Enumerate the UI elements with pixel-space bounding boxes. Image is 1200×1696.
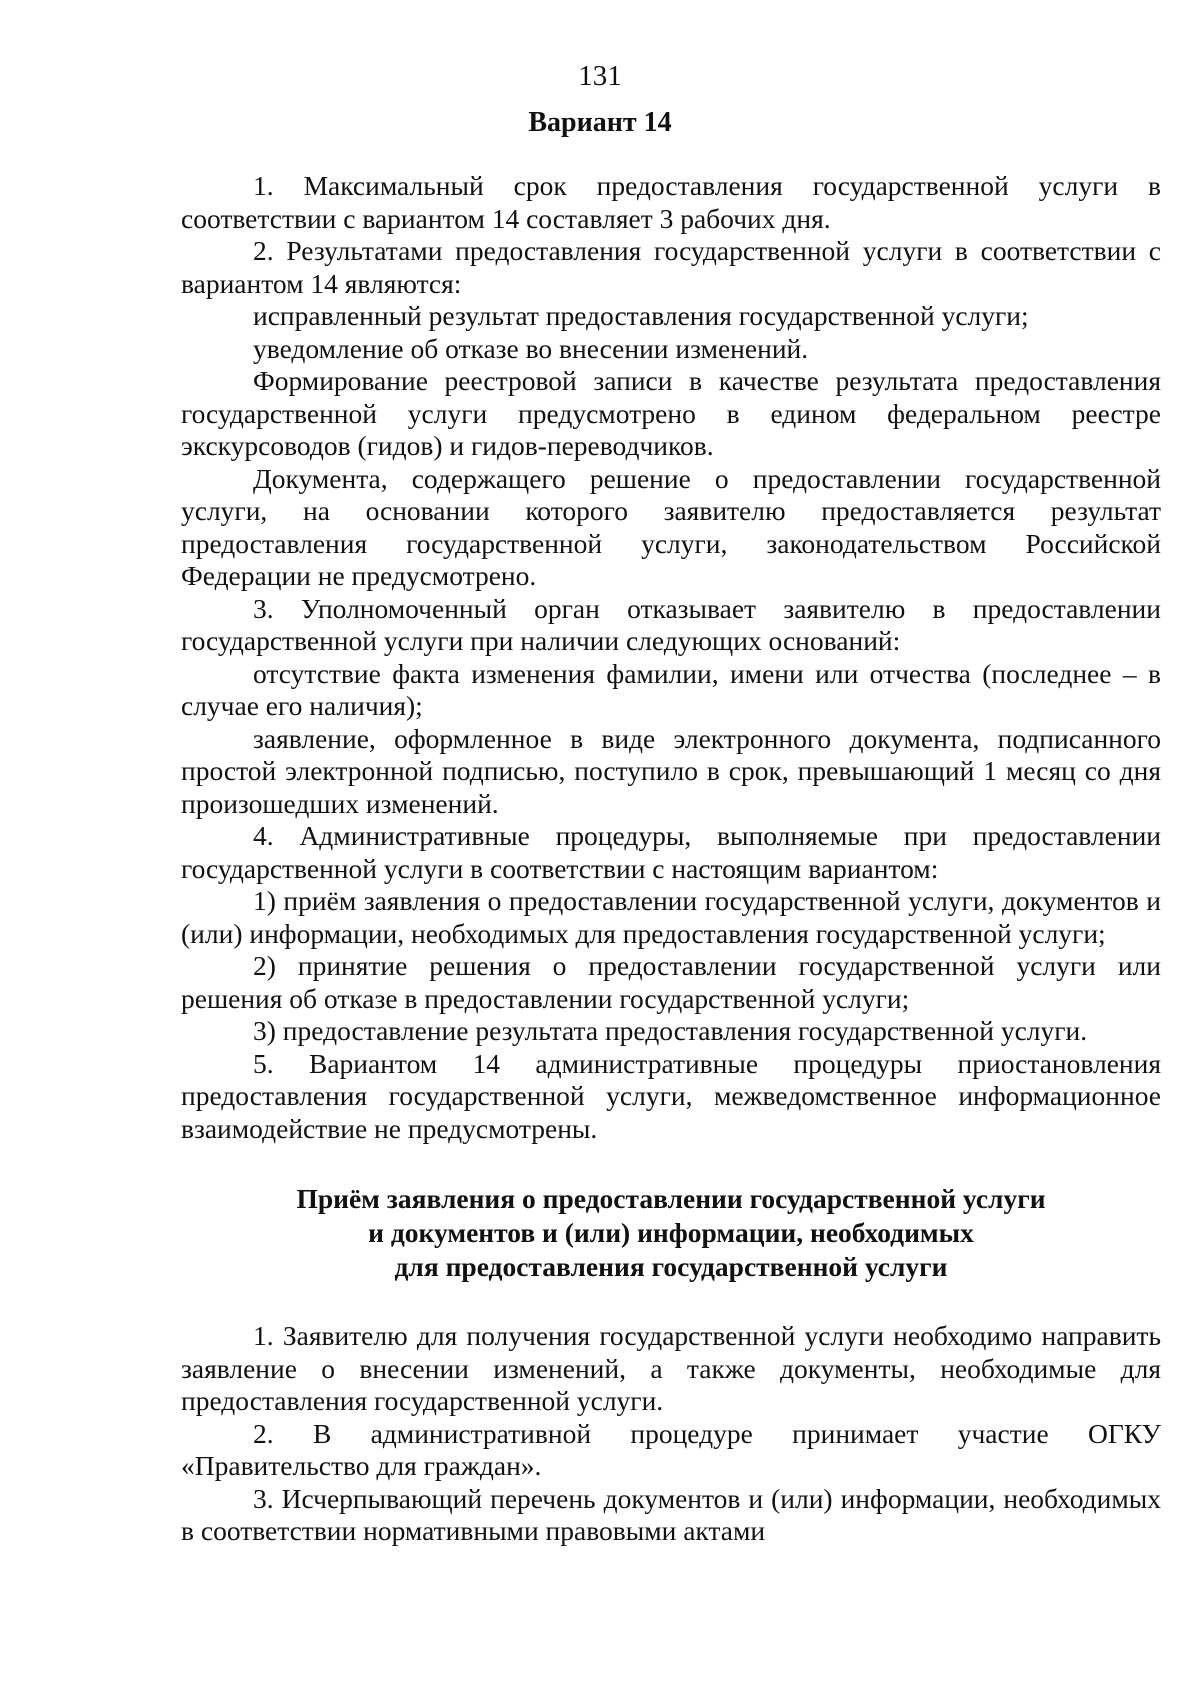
section-paragraph-1: 1. Заявителю для получения государственной услуги необходимо направить заявление о внесении изменений, а также документы, необходимые для предоставления государственной услуги. bbox=[181, 1320, 1161, 1416]
section-heading-line-1: Приём заявления о предоставлении государственной услуги bbox=[296, 1183, 1046, 1214]
paragraph-10: 4. Административные процедуры, выполняемые при предоставлении государственной услуги в соответствии с настоящим вариантом: bbox=[181, 820, 1161, 884]
section-heading-line-2: и документов и (или) информации, необходимых bbox=[368, 1217, 974, 1248]
paragraph-7: 3. Уполномоченный орган отказывает заявителю в предоставлении государственной услуги при наличии следующих оснований: bbox=[181, 592, 1161, 656]
paragraph-1: 1. Максимальный срок предоставления государственной услуги в соответствии с вариантом 14 составляет 3 рабочих дня. bbox=[181, 170, 1161, 234]
paragraph-9: заявление, оформленное в виде электронного документа, подписанного простой электронной подписью, поступило в срок, превышающий 1 месяц со дня произошедших изменений. bbox=[181, 722, 1161, 819]
paragraph-11: 1) приём заявления о предоставлении государственной услуги, документов и (или) информации, необходимых для предоставления государственной услуги; bbox=[181, 885, 1161, 949]
paragraph-14: 5. Вариантом 14 административные процедуры приостановления предоставления государственной услуги, межведомственное информационное взаимодействие не предусмотрены. bbox=[181, 1047, 1161, 1144]
paragraph-12: 2) принятие решения о предоставлении государственной услуги или решения об отказе в предоставлении государственной услуги; bbox=[181, 950, 1161, 1014]
paragraph-5: Формирование реестровой записи в качестве результата предоставления государственной услуги предусмотрено в едином федеральном реестре экскурсоводов (гидов) и гидов-переводчиков. bbox=[181, 365, 1161, 461]
variant-title: Вариант 14 bbox=[528, 107, 672, 138]
paragraph-3: исправленный результат предоставления государственной услуги; bbox=[253, 300, 1029, 331]
paragraph-2: 2. Результатами предоставления государственной услуги в соответствии с вариантом 14 являются: bbox=[181, 235, 1161, 299]
page-number: 131 bbox=[578, 60, 622, 92]
paragraph-6: Документа, содержащего решение о предоставлении государственной услуги, на основании которого заявителю предоставляется результат предоставления государственной услуги, законодательством Российской Федерации не предусмотрено. bbox=[181, 462, 1161, 591]
paragraph-4: уведомление об отказе во внесении изменений. bbox=[253, 332, 809, 364]
section-paragraph-2: 2. В административной процедуре принимает участие ОГКУ «Правительство для граждан». bbox=[181, 1417, 1161, 1481]
document-body bbox=[181, 170, 1161, 1548]
section-heading bbox=[181, 1182, 1161, 1284]
paragraph-13: 3) предоставление результата предоставления государственной услуги. bbox=[253, 1015, 1088, 1046]
section-body bbox=[181, 1320, 1161, 1548]
section-heading-line-3: для предоставления государственной услуги bbox=[394, 1251, 948, 1282]
section-paragraph-3: 3. Исчерпывающий перечень документов и (или) информации, необходимых в соответствии нормативными правовыми актами bbox=[181, 1482, 1161, 1546]
paragraph-8: отсутствие факта изменения фамилии, имени или отчества (последнее – в случае его наличия); bbox=[181, 657, 1161, 721]
